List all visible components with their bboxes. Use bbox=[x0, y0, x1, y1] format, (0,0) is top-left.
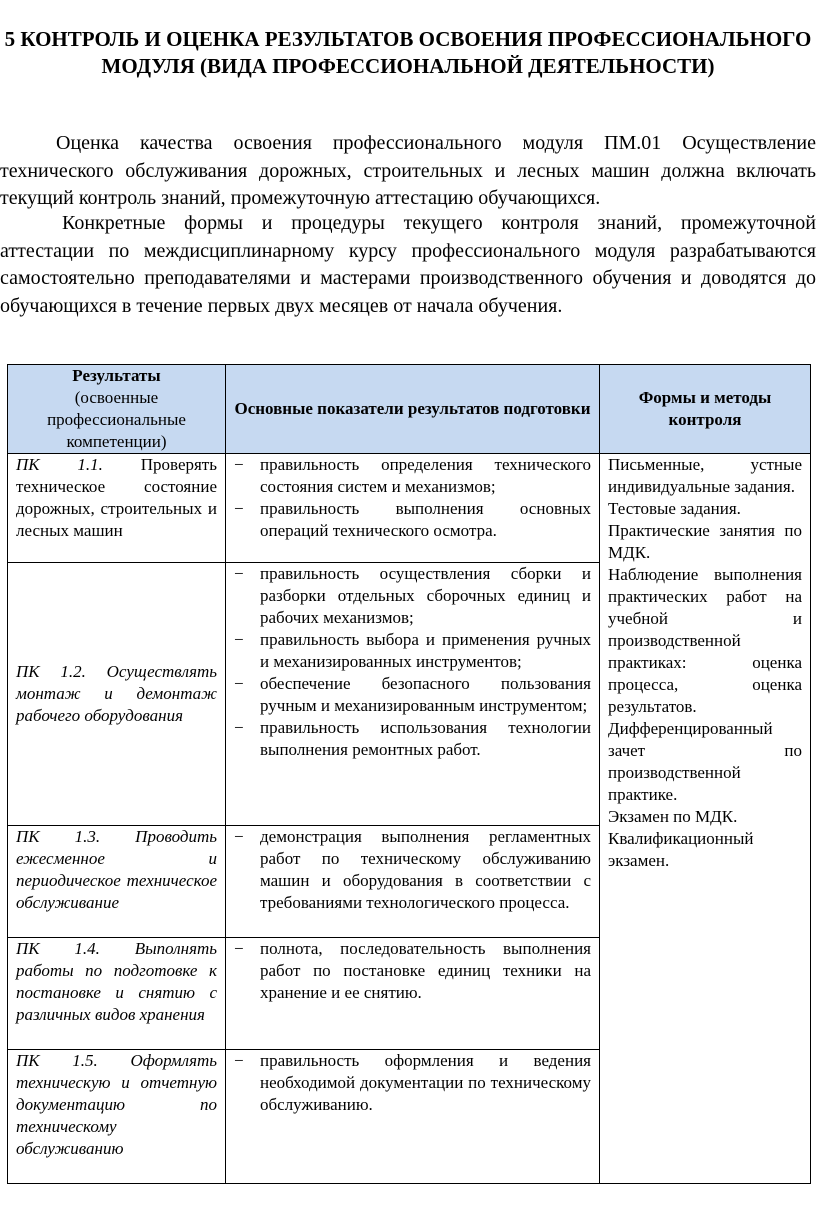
header-results bbox=[8, 365, 226, 454]
header-results-title: Результаты bbox=[72, 366, 161, 385]
header-indicators: Основные показатели результатов подготовки bbox=[226, 365, 600, 454]
competence-code: ПК 1.1. bbox=[16, 455, 103, 474]
indicator-item: − правильность выполнения основных операций технического осмотра. bbox=[234, 498, 591, 542]
section-title: 5 КОНТРОЛЬ И ОЦЕНКА РЕЗУЛЬТАТОВ ОСВОЕНИЯ ПРОФЕССИОНАЛЬНОГО МОДУЛЯ (ВИДА ПРОФЕССИОНАЛЬНОЙ ДЕЯТЕЛЬНОСТИ) bbox=[4, 27, 812, 78]
intro-paragraph-1: Оценка качества освоения профессионального модуля ПМ.01 Осуществление технического обслуживания дорожных, строительных и лесных машин должна включать текущий контроль знаний, промежуточную аттестацию обучающихся. bbox=[0, 132, 816, 209]
competence-cell bbox=[8, 454, 226, 563]
indicator-item: − правильность выбора и применения ручных и механизированных инструментов; bbox=[234, 629, 591, 673]
indicator-item: − правильность определения технического состояния систем и механизмов; bbox=[234, 454, 591, 498]
competence-cell: ПК 1.4. Выполнять работы по подготовке к постановке и снятию с различных видов хранения bbox=[8, 938, 226, 1050]
control-form-item: Дифференцированный зачет по производственной практике. bbox=[608, 719, 802, 804]
control-form-item: Экзамен по МДК. bbox=[608, 807, 738, 826]
control-form-item: Практические занятия по МДК. bbox=[608, 521, 802, 562]
indicator-item: − правильность осуществления сборки и разборки отдельных сборочных единиц и рабочих механизмов; bbox=[234, 563, 591, 629]
indicator-item: − полнота, последовательность выполнения работ по постановке единиц техники на хранение и ее снятию. bbox=[234, 938, 591, 1004]
control-forms-cell bbox=[600, 454, 811, 1184]
table-row bbox=[8, 454, 811, 563]
indicators-cell bbox=[226, 1050, 600, 1184]
control-form-item: Письменные, устные индивидуальные задания. bbox=[608, 455, 802, 496]
indicator-item: − правильность оформления и ведения необходимой документации по техническому обслуживанию. bbox=[234, 1050, 591, 1116]
indicators-cell bbox=[226, 938, 600, 1050]
indicator-item: − демонстрация выполнения регламентных работ по техническому обслуживанию машин и оборудования в соответствии с требованиями технологического процесса. bbox=[234, 826, 591, 914]
indicator-item: − правильность использования технологии выполнения ремонтных работ. bbox=[234, 717, 591, 761]
control-form-item: Наблюдение выполнения практических работ на учебной и производственной практиках: оценка процесса, оценка результатов. bbox=[608, 565, 802, 716]
control-form-item: Квалификационный экзамен. bbox=[608, 829, 754, 870]
indicators-cell bbox=[226, 454, 600, 563]
table-header-row bbox=[8, 365, 811, 454]
header-forms: Формы и методы контроля bbox=[600, 365, 811, 454]
competence-cell: ПК 1.3. Проводить ежесменное и периодическое техническое обслуживание bbox=[8, 826, 226, 938]
indicators-cell bbox=[226, 826, 600, 938]
competence-cell: ПК 1.5. Оформлять техническую и отчетную документацию по техническому обслуживанию bbox=[8, 1050, 226, 1184]
results-table bbox=[7, 364, 811, 1184]
control-form-item: Тестовые задания. bbox=[608, 499, 741, 518]
header-results-subtitle: (освоенные профессиональные компетенции) bbox=[47, 388, 186, 451]
indicators-cell bbox=[226, 563, 600, 826]
indicator-item: − обеспечение безопасного пользования ручным и механизированным инструментом; bbox=[234, 673, 591, 717]
intro-paragraph-2: Конкретные формы и процедуры текущего контроля знаний, промежуточной аттестации по междисциплинарному курсу профессионального модуля разрабатываются самостоятельно преподавателями и мастерами производственного обучения и доводятся до обучающихся в течение первых двух месяцев от начала обучения. bbox=[0, 212, 816, 317]
competence-cell: ПК 1.2. Осуществлять монтаж и демонтаж рабочего оборудования bbox=[8, 563, 226, 826]
competence-text: Проверять техническое состояние дорожных, строительных и лесных машин bbox=[16, 455, 217, 540]
